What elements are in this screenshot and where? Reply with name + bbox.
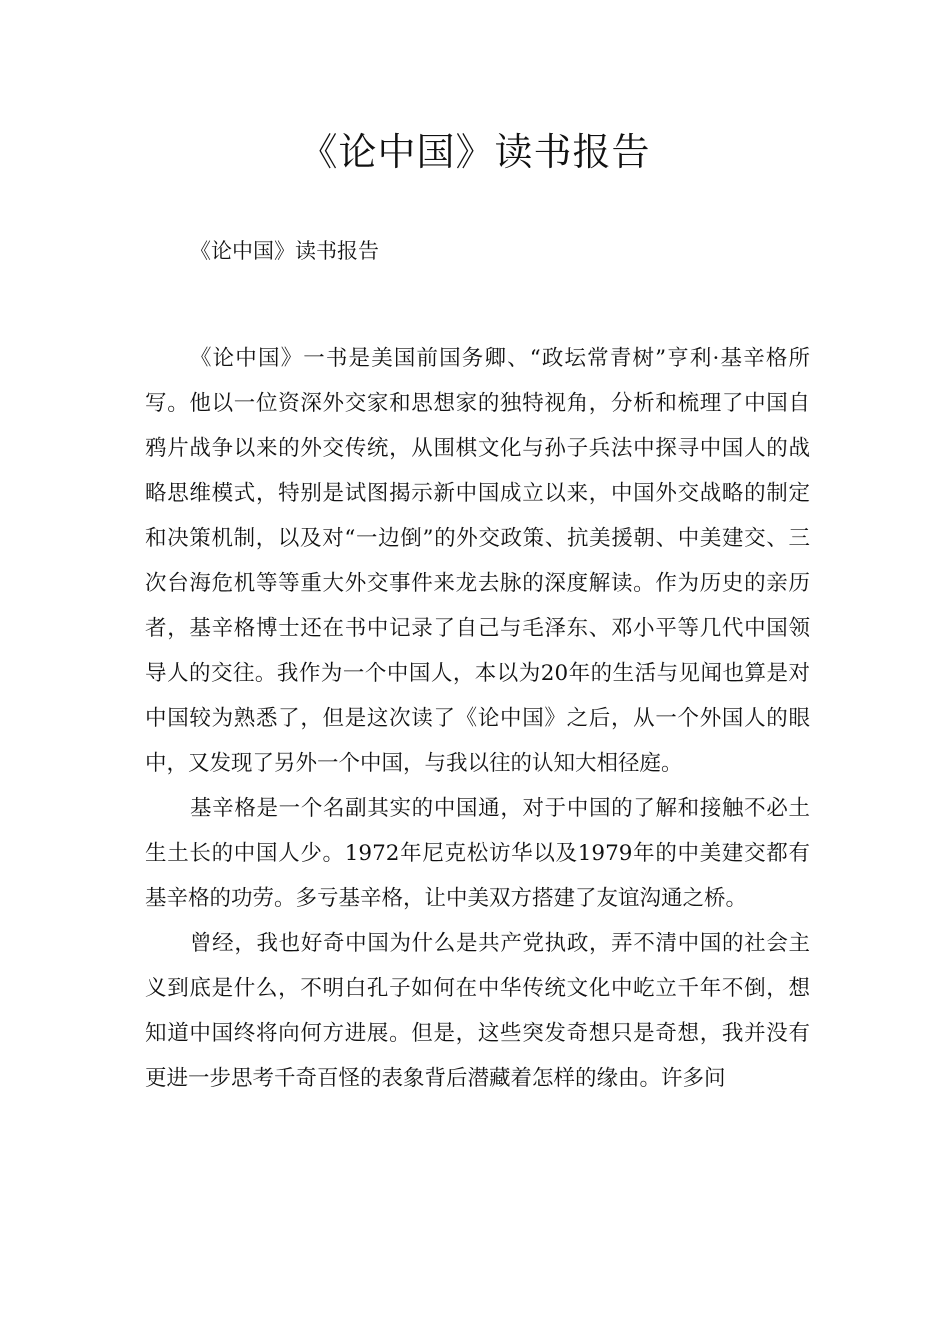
document-title: 《论中国》读书报告	[299, 130, 651, 174]
paragraph-1: 《论中国》一书是美国前国务卿、“政坛常青树”亨利·基辛格所写。他以一位资深外交家和思想家的独特视角，分析和梳理了中国自鸦片战争以来的外交传统，从围棋文化与孙子兵法中探寻中国人的战略思维模式，特别是试图揭示新中国成立以来，中国外交战略的制定和决策机制，以及对“一边倒”的外交政策、抗美援朝、中美建交、三次台海危机等等重大外交事件来龙去脉的深度解读。作为历史的亲历者，基辛格博士还在书中记录了自己与毛泽东、邓小平等几代中国领导人的交往。我作为一个中国人，本以为20年的生活与见闻也算是对中国较为熟悉了，但是这次读了《论中国》之后，从一个外国人的眼中，又发现了另外一个中国，与我以往的认知大相径庭。	[145, 346, 810, 776]
paragraph-3: 曾经，我也好奇中国为什么是共产党执政，弄不清中国的社会主义到底是什么，不明白孔子如何在中华传统文化中屹立千年不倒，想知道中国终将向何方进展。但是，这些突发奇想只是奇想，我并没有更进一步思考千奇百怪的表象背后潜藏着怎样的缘由。许多问	[145, 931, 810, 1091]
document-body	[145, 336, 810, 1101]
document-subtitle: 《论中国》读书报告	[190, 239, 379, 263]
paragraph-2: 基辛格是一个名副其实的中国通，对于中国的了解和接触不必土生土长的中国人少。1972年尼克松访华以及1979年的中美建交都有基辛格的功劳。多亏基辛格，让中美双方搭建了友谊沟通之桥。	[145, 796, 810, 911]
